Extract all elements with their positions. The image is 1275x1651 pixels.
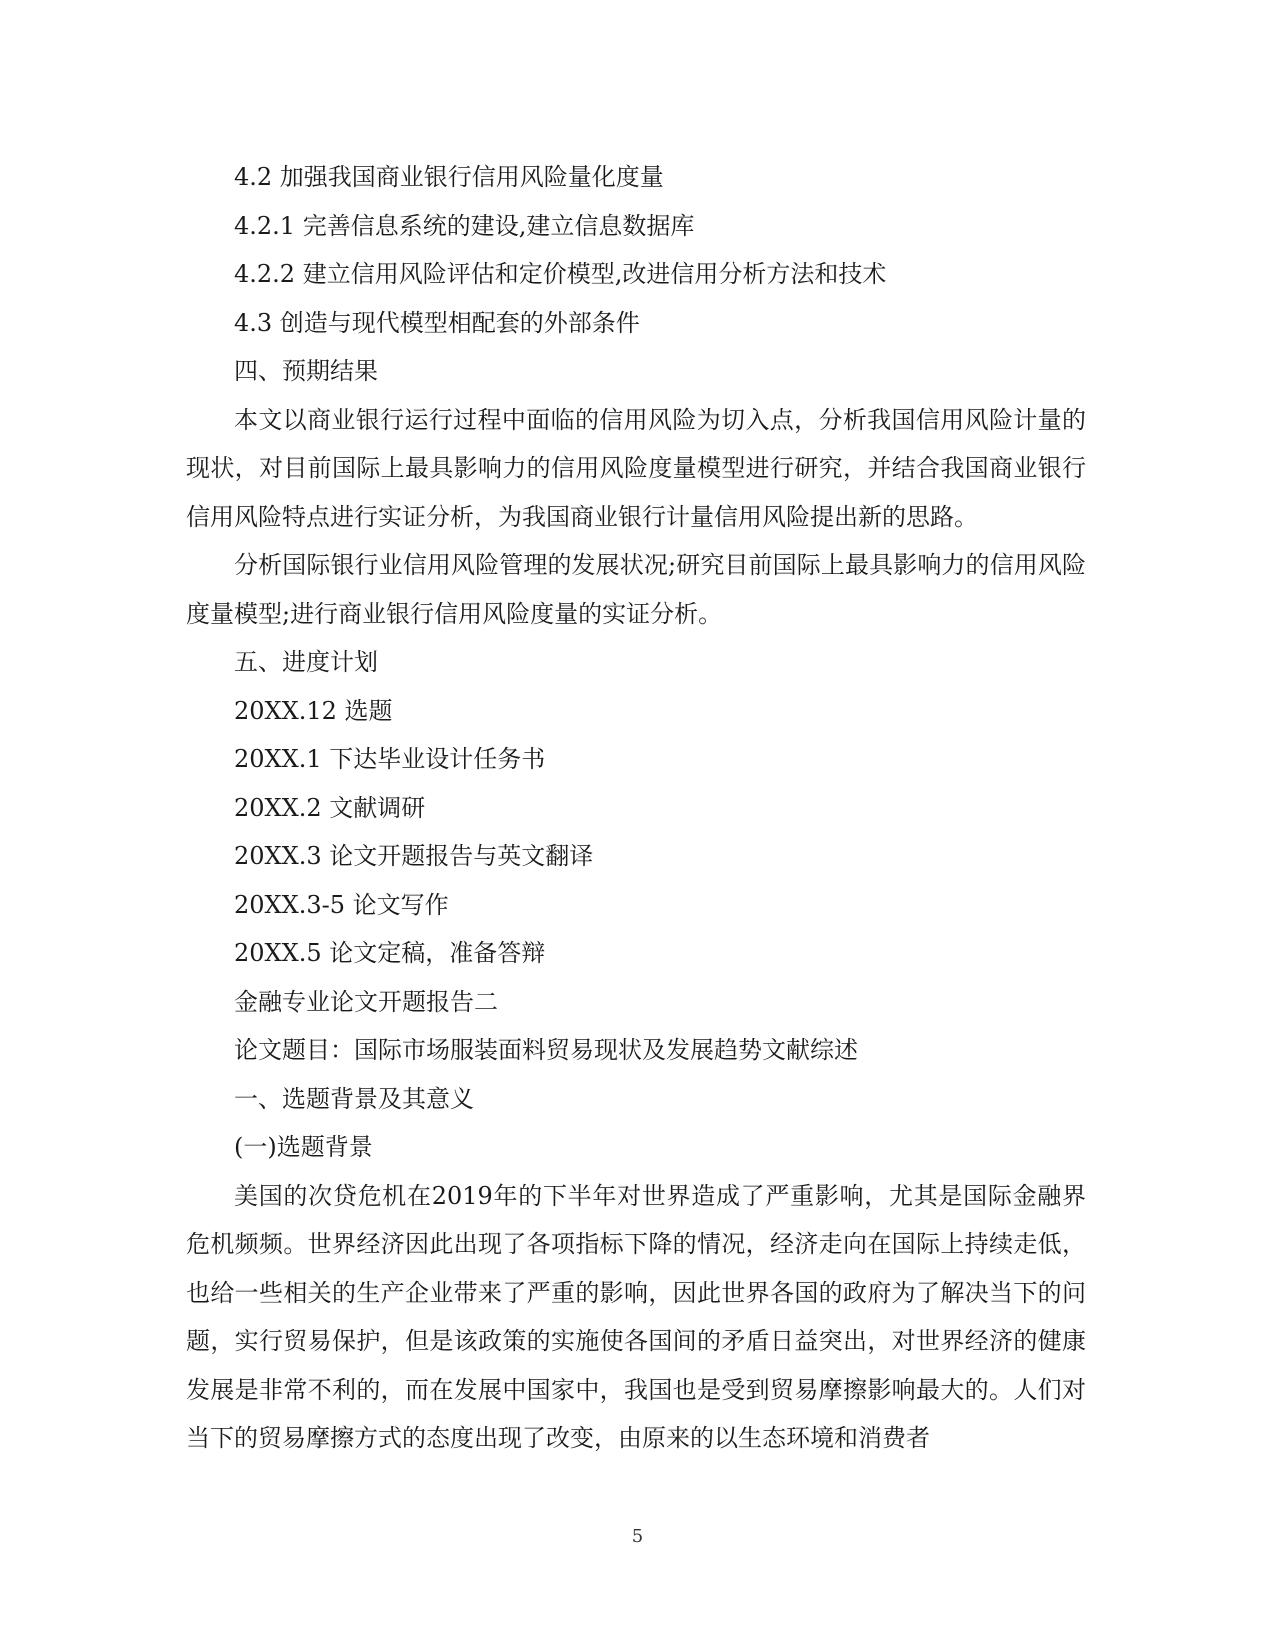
paragraph-background: 美国的次贷危机在2019年的下半年对世界造成了严重影响，尤其是国际金融界危机频频。世界经济因此出现了各项指标下降的情况，经济走向在国际上持续走低，也给一些相关的生产企业带来了严重的影响，因此世界各国的政府为了解决当下的问题，实行贸易保护，但是该政策的实施使各国间的矛盾日益突出，对世界经济的健康发展是非常不利的，而在发展中国家中，我国也是受到贸易摩擦影响最大的。人们对当下的贸易摩擦方式的态度出现了改变，由原来的以生态环境和消费者 [186,1181,1086,1452]
schedule-item: 20XX.1 下达毕业设计任务书 [234,745,546,773]
section-heading-4-2-1: 4.2.1 完善信息系统的建设,建立信息数据库 [234,211,695,240]
page-number: 5 [631,1526,644,1547]
section-heading-4-3: 4.3 创造与现代模型相配套的外部条件 [234,308,640,337]
section-heading-schedule: 五、进度计划 [234,648,378,676]
section-heading-expected-results: 四、预期结果 [234,357,378,385]
schedule-item: 20XX.3 论文开题报告与英文翻译 [234,842,594,870]
document-body [186,153,1086,1463]
section-heading-4-2-2: 4.2.2 建立信用风险评估和定价模型,改进信用分析方法和技术 [234,260,887,288]
schedule-item: 20XX.12 选题 [234,696,393,725]
schedule-item: 20XX.2 文献调研 [234,793,426,822]
paragraph-expected-results: 本文以商业银行运行过程中面临的信用风险为切入点，分析我国信用风险计量的现状，对目前国际上最具影响力的信用风险度量模型进行研究，并结合我国商业银行信用风险特点进行实证分析，为我国商业银行计量信用风险提出新的思路。 [186,405,1086,531]
thesis-topic: 论文题目：国际市场服装面料贸易现状及发展趋势文献综述 [234,1036,858,1064]
schedule-item: 20XX.3-5 论文写作 [234,890,449,919]
section-heading-4-2: 4.2 加强我国商业银行信用风险量化度量 [234,163,664,191]
paragraph-research-content: 分析国际银行业信用风险管理的发展状况;研究目前国际上最具影响力的信用风险度量模型;进行商业银行信用风险度量的实证分析。 [186,551,1086,628]
schedule-item: 20XX.5 论文定稿，准备答辩 [234,939,546,967]
report-title: 金融专业论文开题报告二 [234,987,498,1016]
subsection-heading-background: (一)选题背景 [234,1133,373,1161]
section-heading-background: 一、选题背景及其意义 [234,1084,474,1113]
